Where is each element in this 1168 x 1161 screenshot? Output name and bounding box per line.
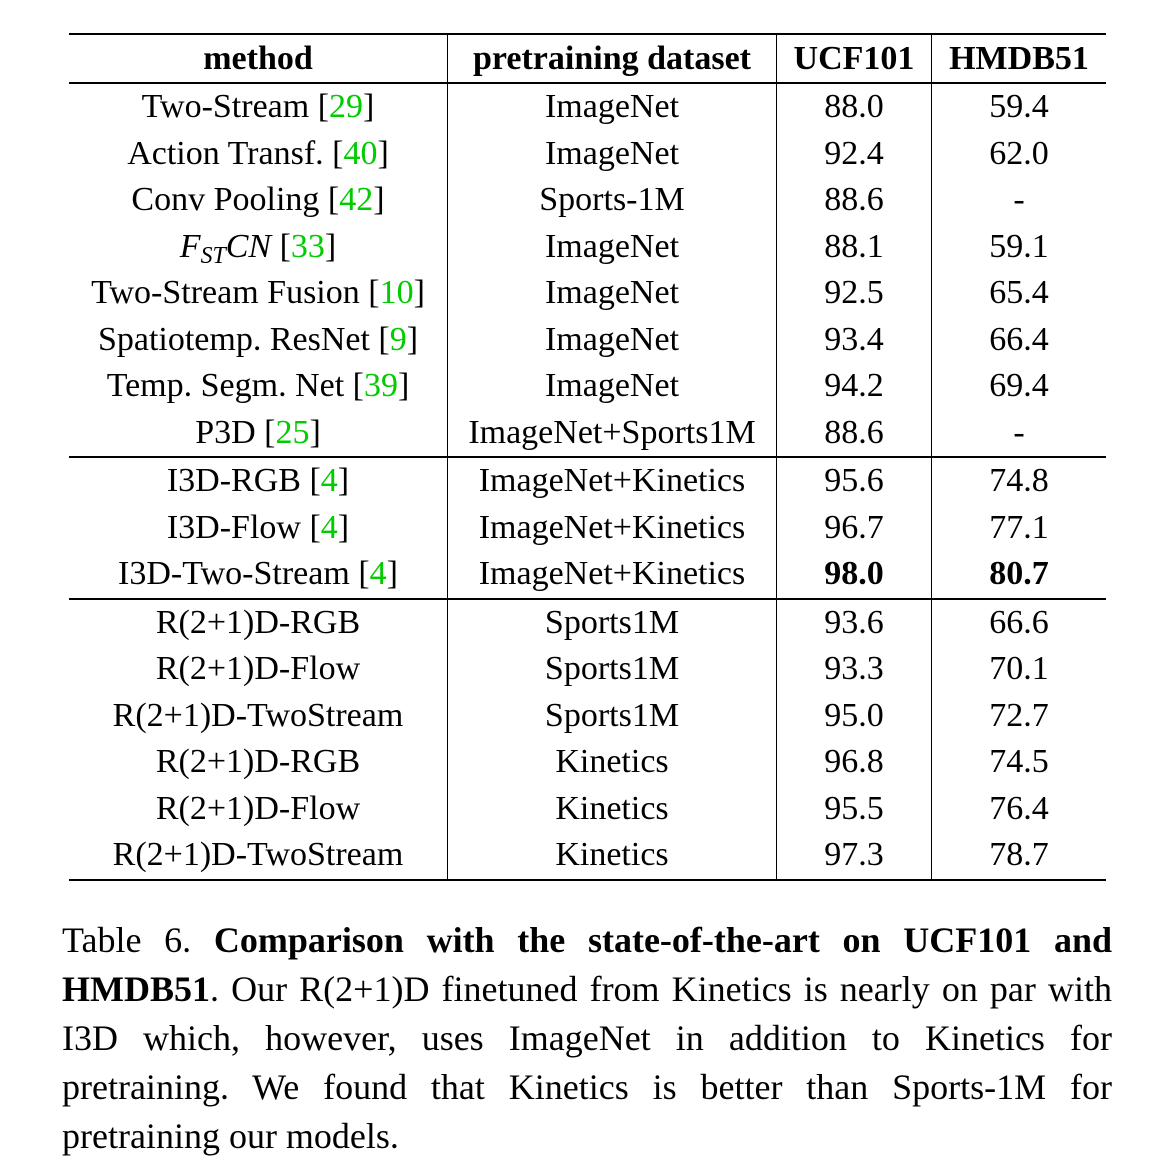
cell-hmdb51: 70.1 [932,646,1107,693]
table-row [69,83,1106,131]
cell-ucf101: 88.1 [777,224,932,271]
citation-link[interactable]: 25 [275,413,310,451]
cell-method: P3D [25] [195,413,321,451]
comparison-table [69,33,1106,881]
method-name: Action Transf. [127,134,324,172]
table-row [69,693,1106,740]
citation-link[interactable]: 4 [369,555,387,592]
cell-hmdb51: 80.7 [932,551,1107,599]
table-row [69,177,1106,224]
method-name: R(2+1)D-TwoStream [112,836,404,873]
cell-dataset: ImageNet+Sports1M [448,410,777,458]
cell-method: I3D-RGB [4] [69,457,448,505]
method-name: Spatiotemp. ResNet [97,320,370,358]
cell-hmdb51: 74.8 [932,457,1107,505]
table-row [69,739,1106,786]
citation-link[interactable]: 10 [379,274,414,311]
cell-hmdb51: 77.1 [932,505,1107,552]
cell-hmdb51: 74.5 [932,739,1107,786]
method-name: R(2+1)D-Flow [155,789,361,827]
caption-text: . Our R(2+1)D finetuned from Kinetics is nearly on par with I3D which, however, uses ImageNet in addition to Kinetics for pretraining. We found that Kinetics is better than Sports-1M for pretraining our models. [62,969,1112,1156]
method-name: Two-Stream Fusion [91,274,360,311]
method-name: I3D-Flow [166,508,301,546]
cell-ucf101: 88.0 [777,83,932,131]
table-row [69,646,1106,693]
cell-ucf101: 93.4 [777,317,932,364]
table-row [69,270,1106,317]
cell-dataset: ImageNet [448,224,777,271]
cell-method: I3D-Two-Stream [4] [118,555,398,592]
cell-hmdb51: 69.4 [932,363,1107,410]
cell-hmdb51: 66.6 [932,599,1107,647]
cell-dataset: Sports-1M [448,177,777,224]
table-row [69,317,1106,364]
cell-dataset: ImageNet [448,317,777,364]
cell-hmdb51: 72.7 [932,693,1107,740]
cell-method: Conv Pooling [42] [131,181,385,218]
method-name: P3D [195,413,256,451]
cell-hmdb51: 76.4 [932,786,1107,833]
table-row [69,505,1106,552]
table-row [69,224,1106,271]
cell-method [69,599,448,647]
cell-hmdb51: 66.4 [932,317,1107,364]
cell-dataset: ImageNet [448,131,777,178]
header-row [69,34,1106,83]
cell-hmdb51: 78.7 [932,832,1107,880]
method-name: I3D-Two-Stream [118,555,350,592]
cell-method [69,832,448,880]
cell-dataset: Sports1M [448,646,777,693]
cell-method: Spatiotemp. ResNet [9] [97,320,419,358]
header-pretraining-dataset: pretraining dataset [448,34,777,83]
group-prior-work [69,83,1106,457]
cell-dataset: ImageNet+Kinetics [448,505,777,552]
cell-method: Two-Stream [29] [141,88,375,125]
citation-link[interactable]: 39 [363,367,398,404]
header-method: method [203,40,313,77]
cell-method: $F_{ST}CN$ [33] [179,227,337,269]
method-name: R(2+1)D-Flow [155,650,361,687]
cell-hmdb51: - [932,177,1107,224]
cell-dataset: Sports1M [448,693,777,740]
table-row [69,551,1106,599]
table-caption [62,916,1112,1161]
cell-hmdb51: 62.0 [932,131,1107,178]
method-name: Conv Pooling [131,181,320,218]
cell-method [69,786,448,833]
citation-link[interactable]: 4 [320,508,338,546]
cell-ucf101: 95.5 [777,786,932,833]
cell-dataset: ImageNet [448,83,777,131]
cell-dataset: Kinetics [448,832,777,880]
caption-label: Table 6. [62,920,192,960]
cell-ucf101: 88.6 [777,177,932,224]
group-r2plus1d [69,599,1106,880]
citation-link[interactable]: 40 [343,134,378,172]
cell-dataset: ImageNet+Kinetics [448,457,777,505]
citation-link[interactable]: 9 [389,320,407,358]
cell-ucf101: 95.0 [777,693,932,740]
citation-link[interactable]: 29 [329,88,364,125]
cell-ucf101: 93.3 [777,646,932,693]
table-row [69,457,1106,505]
method-name-math: $F_{ST}CN$ [179,227,272,269]
cell-ucf101: 94.2 [777,363,932,410]
method-name: I3D-RGB [166,462,301,499]
cell-hmdb51: - [932,410,1107,458]
cell-dataset: Kinetics [448,786,777,833]
cell-dataset: ImageNet [448,363,777,410]
cell-method: I3D-Flow [4] [166,508,350,546]
table-row [69,786,1106,833]
cell-dataset: ImageNet [448,270,777,317]
method-name: Two-Stream [141,88,310,125]
table-row [69,363,1106,410]
method-name: R(2+1)D-TwoStream [112,696,404,734]
header-ucf101: UCF101 [777,34,932,83]
header-hmdb51: HMDB51 [932,34,1107,83]
cell-dataset: Sports1M [448,599,777,647]
cell-ucf101: 88.6 [777,410,932,458]
method-name: R(2+1)D-RGB [155,743,361,780]
cell-method: Temp. Segm. Net [39] [106,367,410,404]
method-name: R(2+1)D-RGB [155,603,361,641]
cell-ucf101: 92.5 [777,270,932,317]
cell-ucf101: 96.7 [777,505,932,552]
table-row [69,599,1106,647]
table-row [69,832,1106,880]
cell-ucf101: 92.4 [777,131,932,178]
citation-link[interactable]: 33 [290,227,325,265]
cell-method: Action Transf. [40] [127,134,389,172]
table-row [69,131,1106,178]
caption-bold-title: Comparison with the state-of-the-art on UCF101 and HMDB51 [62,920,1112,1009]
cell-method [69,739,448,786]
cell-dataset: ImageNet+Kinetics [448,551,777,599]
cell-hmdb51: 59.4 [932,83,1107,131]
method-name: Temp. Segm. Net [106,367,345,404]
cell-method [69,693,448,740]
cell-hmdb51: 59.1 [932,224,1107,271]
cell-ucf101: 96.8 [777,739,932,786]
cell-dataset: Kinetics [448,739,777,786]
group-i3d [69,457,1106,599]
table-row [69,410,1106,458]
cell-ucf101: 95.6 [777,457,932,505]
cell-ucf101: 98.0 [777,551,932,599]
cell-hmdb51: 65.4 [932,270,1107,317]
citation-link[interactable]: 42 [339,181,374,218]
cell-ucf101: 93.6 [777,599,932,647]
cell-method: Two-Stream Fusion [10] [91,274,425,311]
cell-method [69,646,448,693]
cell-ucf101: 97.3 [777,832,932,880]
citation-link[interactable]: 4 [320,462,338,499]
